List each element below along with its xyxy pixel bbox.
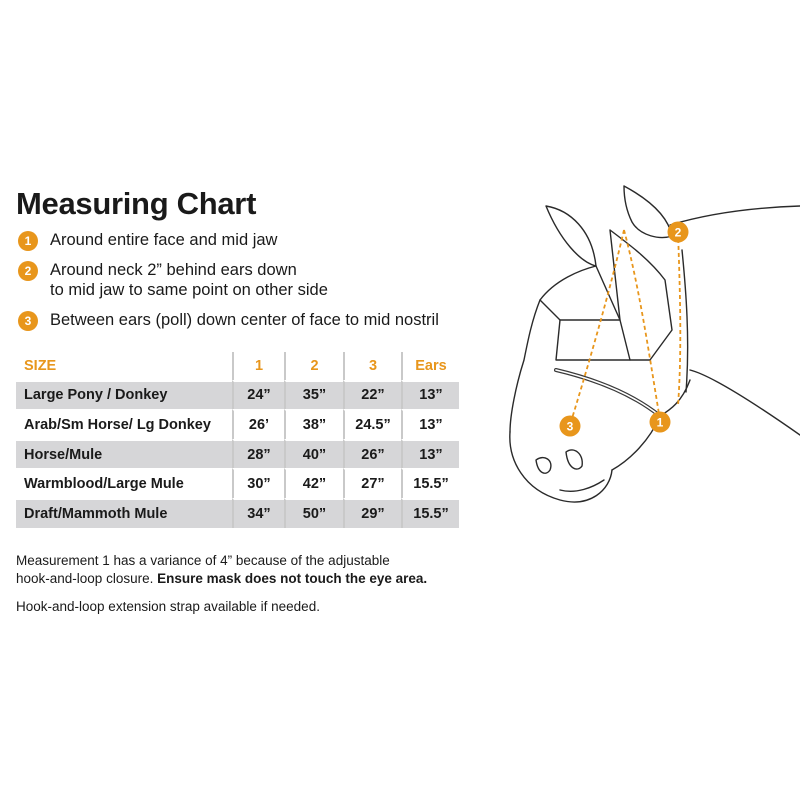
- table-row: [16, 468, 459, 498]
- marker-3: [560, 416, 581, 437]
- table-cell: 29”: [343, 498, 401, 528]
- table-cell: 13”: [401, 439, 459, 469]
- table-row: [16, 380, 459, 410]
- marker-label: 2: [674, 225, 682, 240]
- size-name: Horse/Mule: [16, 439, 232, 469]
- page-title: Measuring Chart: [16, 186, 257, 221]
- size-name: Draft/Mammoth Mule: [16, 498, 232, 528]
- measure-line-1: [624, 230, 660, 420]
- table-cell: 38”: [284, 409, 343, 439]
- column-header: 3: [343, 352, 401, 380]
- marker-2: [668, 222, 689, 243]
- table-cell: 30”: [232, 468, 284, 498]
- marker-label: 1: [656, 415, 664, 430]
- table-cell: 34”: [232, 498, 284, 528]
- eye-area-warning: Ensure mask does not touch the eye area.: [157, 571, 428, 586]
- table-cell: 40”: [284, 439, 343, 469]
- step-text-continued: to mid jaw to same point on other side: [50, 281, 328, 299]
- step-2: [18, 260, 328, 300]
- horse-head-diagram: [500, 170, 800, 510]
- table-cell: 24.5”: [343, 409, 401, 439]
- table-cell: 13”: [401, 409, 459, 439]
- size-table: [16, 352, 459, 528]
- table-cell: 26”: [343, 439, 401, 469]
- table-row: [16, 498, 459, 528]
- table-header-row: [16, 352, 459, 380]
- table-cell: 28”: [232, 439, 284, 469]
- measure-line-2: [678, 232, 680, 406]
- step-text: Around entire face and mid jaw: [50, 231, 278, 249]
- size-name: Warmblood/Large Mule: [16, 468, 232, 498]
- variance-note: [16, 552, 427, 588]
- horse-outline: [510, 186, 800, 502]
- table-cell: 24”: [232, 380, 284, 410]
- step-3: [18, 310, 439, 330]
- table-cell: 15.5”: [401, 498, 459, 528]
- step-text: Around neck 2” behind ears down: [50, 261, 297, 279]
- step-number-badge: 3: [18, 311, 38, 331]
- table-cell: 50”: [284, 498, 343, 528]
- size-name: Arab/Sm Horse/ Lg Donkey: [16, 409, 232, 439]
- step-text: Between ears (poll) down center of face to mid nostril: [50, 311, 439, 329]
- table-cell: 35”: [284, 380, 343, 410]
- table-cell: 42”: [284, 468, 343, 498]
- step-1: [18, 230, 277, 250]
- table-cell: 27”: [343, 468, 401, 498]
- column-header: 2: [284, 352, 343, 380]
- table-cell: 22”: [343, 380, 401, 410]
- column-header: SIZE: [24, 357, 57, 374]
- table-row: [16, 409, 459, 439]
- column-header: Ears: [401, 352, 459, 380]
- table-cell: 26’: [232, 409, 284, 439]
- table-cell: 15.5”: [401, 468, 459, 498]
- note-text: hook-and-loop closure.: [16, 571, 158, 586]
- step-number-badge: 1: [18, 231, 38, 251]
- marker-label: 3: [566, 419, 574, 434]
- step-number-badge: 2: [18, 261, 38, 281]
- note-line: [16, 570, 427, 588]
- extension-note: Hook-and-loop extension strap available if needed.: [16, 599, 320, 614]
- table-cell: 13”: [401, 380, 459, 410]
- note-line: Measurement 1 has a variance of 4” because of the adjustable: [16, 553, 390, 568]
- size-name: Large Pony / Donkey: [16, 380, 232, 410]
- table-row: [16, 439, 459, 469]
- column-header: 1: [232, 352, 284, 380]
- marker-1: [650, 412, 671, 433]
- measure-line-3: [570, 230, 624, 425]
